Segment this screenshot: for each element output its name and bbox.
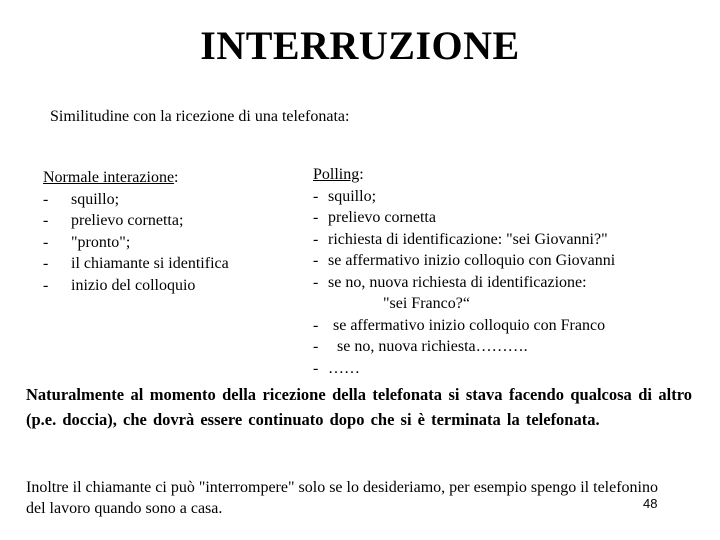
list-item-text: richiesta di identificazione: "sei Giovanni?" [328, 230, 608, 248]
left-heading-colon: : [174, 169, 179, 186]
dash-marker: - [313, 252, 319, 269]
list-item-continuation [313, 293, 713, 315]
list-item-text: se no, nuova richiesta di identificazione: [328, 273, 587, 291]
list-item-text: squillo; [328, 187, 377, 205]
slide-title: INTERRUZIONE [200, 23, 520, 68]
list-item-text: inizio del colloquio [71, 276, 196, 294]
right-heading-colon: : [359, 166, 364, 183]
right-heading-wrap [313, 164, 713, 186]
dash-marker: - [313, 230, 319, 248]
right-list [313, 186, 713, 380]
list-item-text: se no, nuova richiesta………. [337, 338, 528, 355]
list-item [43, 189, 313, 211]
dash-marker: - [313, 209, 319, 226]
list-item [43, 253, 313, 275]
list-item-text: prelievo cornetta; [71, 212, 184, 229]
list-item [313, 229, 713, 251]
dash-marker: - [43, 255, 49, 272]
list-item [43, 275, 313, 297]
list-item [313, 336, 713, 358]
dash-marker: - [43, 276, 49, 294]
list-item [313, 272, 713, 294]
list-item [313, 358, 713, 380]
list-item-text: "sei Franco?“ [383, 295, 470, 312]
dash-marker: - [43, 190, 49, 208]
left-list [43, 189, 313, 297]
list-item-text: il chiamante si identifica [71, 255, 229, 272]
dash-marker: - [43, 233, 49, 251]
right-column [313, 164, 713, 379]
dash-marker: - [313, 359, 319, 377]
dash-marker: - [43, 212, 49, 229]
left-column [43, 167, 313, 296]
list-item [313, 207, 713, 229]
dash-marker: - [313, 316, 319, 334]
left-heading-wrap [43, 167, 313, 189]
subtitle: Similitudine con la ricezione di una telefonata: [50, 108, 350, 125]
bottom-paragraph: Inoltre il chiamante ci può "interrompere" solo se lo desideriamo, per esempio spengo il telefonino del lavoro quando sono a casa. [26, 479, 658, 517]
dash-marker: - [313, 187, 319, 205]
list-item-text: "pronto"; [71, 233, 131, 251]
dash-marker: - [313, 273, 319, 291]
list-item-text: squillo; [71, 190, 120, 208]
list-item-text: …… [328, 359, 360, 377]
right-heading: Polling [313, 166, 360, 183]
list-item [313, 315, 713, 337]
list-item [43, 210, 313, 232]
bold-paragraph: Naturalmente al momento della ricezione della telefonata si stava facendo qualcosa di altro (p.e. doccia), che dovrà essere continuato dopo che si è terminata la telefonata. [26, 385, 692, 429]
list-item-text: se affermativo inizio colloquio con Giovanni [328, 252, 616, 269]
list-item [43, 232, 313, 254]
list-item [313, 186, 713, 208]
dash-marker: - [313, 338, 319, 355]
list-item [313, 250, 713, 272]
list-item-text: se affermativo inizio colloquio con Franco [333, 316, 606, 334]
list-item-text: prelievo cornetta [328, 209, 436, 226]
page-number: 48 [643, 496, 658, 511]
left-heading: Normale interazione [43, 169, 175, 186]
